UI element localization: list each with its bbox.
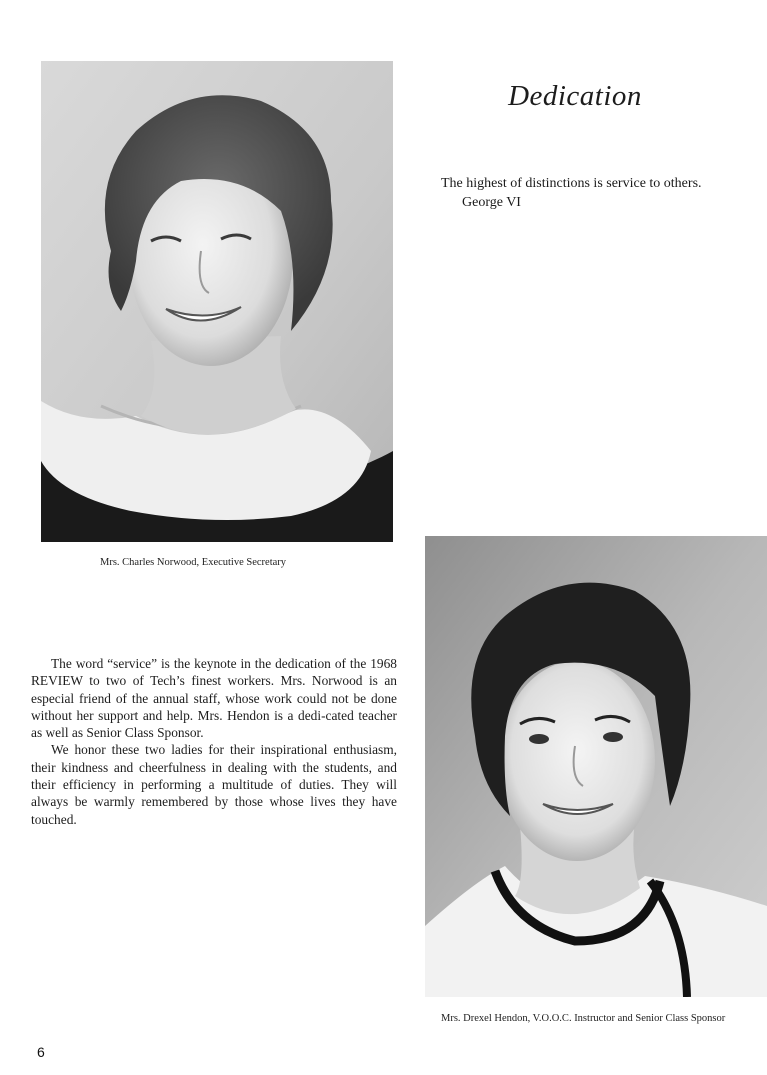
page-title: Dedication xyxy=(508,80,642,112)
portrait-norwood-image xyxy=(41,61,393,542)
body-paragraph-1: The word “service” is the keynote in the dedication of the 1968 REVIEW to two of Tech’s finest workers. Mrs. Norwood is an especial friend of the annual staff, whose work could not be done without her support and help. Mrs. Hendon is a dedi-cated teacher as well as Senior Class Sponsor. xyxy=(31,656,397,741)
dedication-body xyxy=(31,655,397,828)
photo-caption-hendon: Mrs. Drexel Hendon, V.O.O.C. Instructor and Senior Class Sponsor xyxy=(441,1013,726,1024)
portrait-photo-norwood xyxy=(41,61,393,542)
body-paragraph-2: We honor these two ladies for their inspirational enthusiasm, their kindness and cheerfulness in dealing with the students, and their efficiency in performing a multitude of duties. They will always be warmly remembered by those whose lives they have touched. xyxy=(31,742,397,827)
quote-text: The highest of distinctions is service to others. xyxy=(441,176,702,191)
page-number: 6 xyxy=(37,1044,45,1060)
dedication-quote xyxy=(441,174,741,212)
portrait-hendon-image xyxy=(425,536,767,997)
portrait-photo-hendon xyxy=(425,536,767,997)
photo-caption-norwood: Mrs. Charles Norwood, Executive Secretary xyxy=(100,557,287,568)
quote-author: George VI xyxy=(462,195,521,210)
